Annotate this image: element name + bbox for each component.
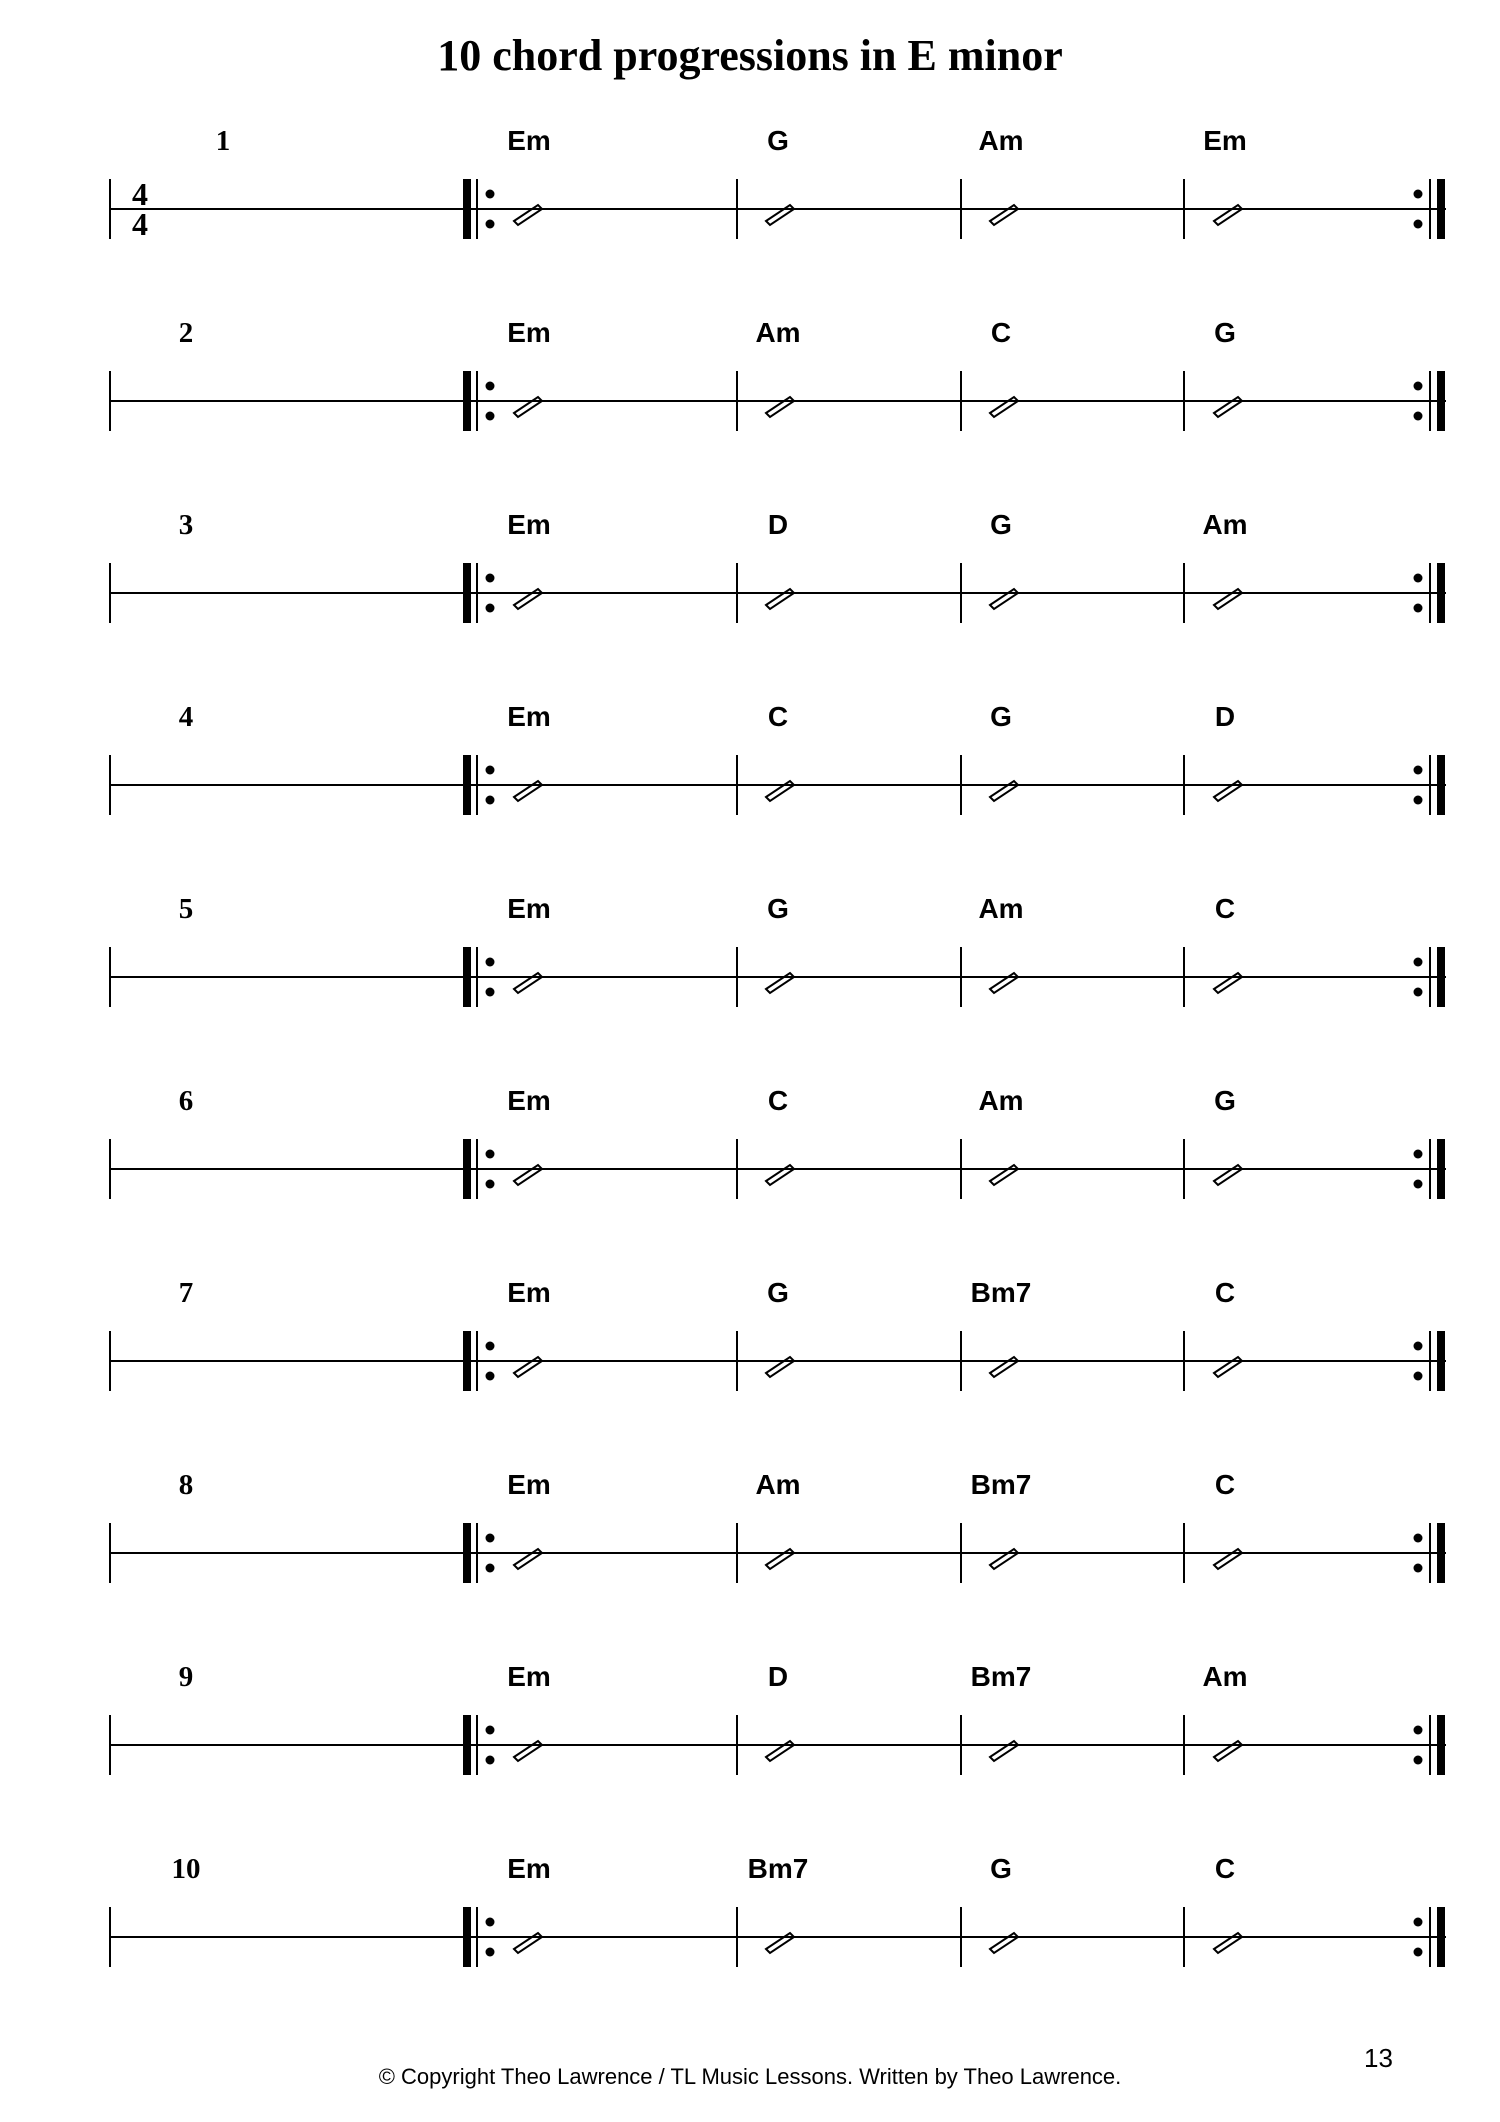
repeat-start-thick — [463, 947, 471, 1007]
repeat-dot — [486, 1948, 495, 1957]
repeat-dot — [486, 766, 495, 775]
repeat-dot — [1414, 604, 1423, 613]
repeat-dot — [486, 1564, 495, 1573]
repeat-start-thick — [463, 1331, 471, 1391]
repeat-dot — [486, 412, 495, 421]
repeat-dot — [1414, 1564, 1423, 1573]
staff-line — [0, 745, 1500, 825]
repeat-dot — [486, 1918, 495, 1927]
chord-label: Am — [978, 893, 1024, 924]
repeat-dot — [1414, 1342, 1423, 1351]
chord-label: Am — [755, 1469, 801, 1500]
repeat-start-thick — [463, 563, 471, 623]
staff-line — [0, 1129, 1500, 1209]
repeat-end-thick — [1437, 1523, 1445, 1583]
staff-line — [0, 361, 1500, 441]
staff-line — [0, 937, 1500, 1017]
repeat-dot — [486, 604, 495, 613]
repeat-end-thick — [1437, 1907, 1445, 1967]
repeat-start-thick — [463, 1523, 471, 1583]
chord-label: Am — [1202, 509, 1248, 540]
repeat-end-thick — [1437, 179, 1445, 239]
chord-label: Am — [978, 125, 1024, 156]
chord-label: G — [1214, 317, 1236, 348]
repeat-dot — [1414, 412, 1423, 421]
repeat-dot — [1414, 988, 1423, 997]
chord-label: C — [1214, 1853, 1236, 1884]
repeat-start-thick — [463, 179, 471, 239]
progression-number: 7 — [178, 1277, 194, 1309]
repeat-dot — [1414, 382, 1423, 391]
chord-label: Bm7 — [747, 1853, 809, 1884]
repeat-start-thick — [463, 1715, 471, 1775]
progression-number: 3 — [178, 509, 194, 541]
repeat-end-thick — [1437, 947, 1445, 1007]
repeat-dot — [1414, 958, 1423, 967]
repeat-start-thick — [463, 1139, 471, 1199]
repeat-dot — [486, 958, 495, 967]
chord-label: Em — [507, 893, 551, 924]
chord-label: D — [1214, 701, 1236, 732]
repeat-dot — [1414, 1756, 1423, 1765]
staff-line — [0, 169, 1500, 249]
repeat-start-thick — [463, 1907, 471, 1967]
repeat-dot — [486, 220, 495, 229]
repeat-dot — [1414, 1918, 1423, 1927]
repeat-end-thick — [1437, 1139, 1445, 1199]
page-number: 13 — [1364, 2043, 1393, 2073]
chord-label: C — [1214, 893, 1236, 924]
chord-label: G — [990, 509, 1012, 540]
repeat-dot — [1414, 1948, 1423, 1957]
chord-label: D — [767, 1661, 789, 1692]
repeat-dot — [486, 1342, 495, 1351]
repeat-dot — [1414, 574, 1423, 583]
repeat-dot — [1414, 1726, 1423, 1735]
chord-label: Bm7 — [970, 1277, 1032, 1308]
repeat-dot — [486, 1534, 495, 1543]
repeat-dot — [1414, 1534, 1423, 1543]
repeat-dot — [486, 1150, 495, 1159]
repeat-dot — [1414, 796, 1423, 805]
chord-label: G — [990, 1853, 1012, 1884]
chord-label: C — [990, 317, 1012, 348]
chord-label: G — [767, 125, 789, 156]
repeat-end-thick — [1437, 563, 1445, 623]
chord-label: C — [767, 701, 789, 732]
chord-label: C — [767, 1085, 789, 1116]
repeat-end-thick — [1437, 371, 1445, 431]
repeat-dot — [1414, 1150, 1423, 1159]
chord-label: G — [1214, 1085, 1236, 1116]
progression-number: 8 — [178, 1469, 194, 1501]
chord-label: Am — [1202, 1661, 1248, 1692]
chord-label: G — [990, 701, 1012, 732]
chord-label: C — [1214, 1469, 1236, 1500]
progression-number: 6 — [178, 1085, 194, 1117]
chord-label: Em — [507, 701, 551, 732]
chord-label: Em — [507, 1469, 551, 1500]
chord-label: Em — [507, 1085, 551, 1116]
repeat-dot — [1414, 1372, 1423, 1381]
repeat-dot — [1414, 190, 1423, 199]
chord-label: D — [767, 509, 789, 540]
repeat-dot — [1414, 766, 1423, 775]
chord-label: Am — [978, 1085, 1024, 1116]
progression-number: 1 — [215, 125, 231, 157]
time-signature-bottom: 4 — [132, 206, 148, 242]
staff-line — [0, 553, 1500, 633]
chord-label: Em — [507, 1277, 551, 1308]
time-signature-top: 4 — [132, 176, 148, 212]
staff-line — [0, 1321, 1500, 1401]
repeat-end-thick — [1437, 755, 1445, 815]
chord-label: Em — [507, 1853, 551, 1884]
repeat-dot — [486, 1726, 495, 1735]
staff-line — [0, 1897, 1500, 1977]
repeat-dot — [486, 988, 495, 997]
repeat-start-thick — [463, 371, 471, 431]
repeat-end-thick — [1437, 1715, 1445, 1775]
chord-label: Am — [755, 317, 801, 348]
chord-label: Em — [1203, 125, 1247, 156]
copyright-notice: © Copyright Theo Lawrence / TL Music Lessons. Written by Theo Lawrence. — [378, 2064, 1122, 2089]
staff-line — [0, 1705, 1500, 1785]
repeat-dot — [486, 1180, 495, 1189]
repeat-dot — [486, 1372, 495, 1381]
repeat-dot — [486, 574, 495, 583]
chord-label: Bm7 — [970, 1661, 1032, 1692]
chord-label: G — [767, 893, 789, 924]
progression-number: 2 — [178, 317, 194, 349]
progression-number: 4 — [178, 701, 194, 733]
repeat-dot — [486, 1756, 495, 1765]
progression-number: 9 — [178, 1661, 194, 1693]
chord-label: Em — [507, 1661, 551, 1692]
staff-line — [0, 1513, 1500, 1593]
repeat-dot — [1414, 1180, 1423, 1189]
repeat-dot — [486, 796, 495, 805]
chord-label: Em — [507, 317, 551, 348]
page-title: 10 chord progressions in E minor — [437, 31, 1063, 80]
repeat-end-thick — [1437, 1331, 1445, 1391]
chord-label: G — [767, 1277, 789, 1308]
repeat-start-thick — [463, 755, 471, 815]
progression-number: 10 — [171, 1853, 201, 1885]
chord-label: C — [1214, 1277, 1236, 1308]
chord-label: Em — [507, 125, 551, 156]
repeat-dot — [486, 190, 495, 199]
chord-label: Em — [507, 509, 551, 540]
repeat-dot — [1414, 220, 1423, 229]
chord-label: Bm7 — [970, 1469, 1032, 1500]
repeat-dot — [486, 382, 495, 391]
progression-number: 5 — [178, 893, 194, 925]
